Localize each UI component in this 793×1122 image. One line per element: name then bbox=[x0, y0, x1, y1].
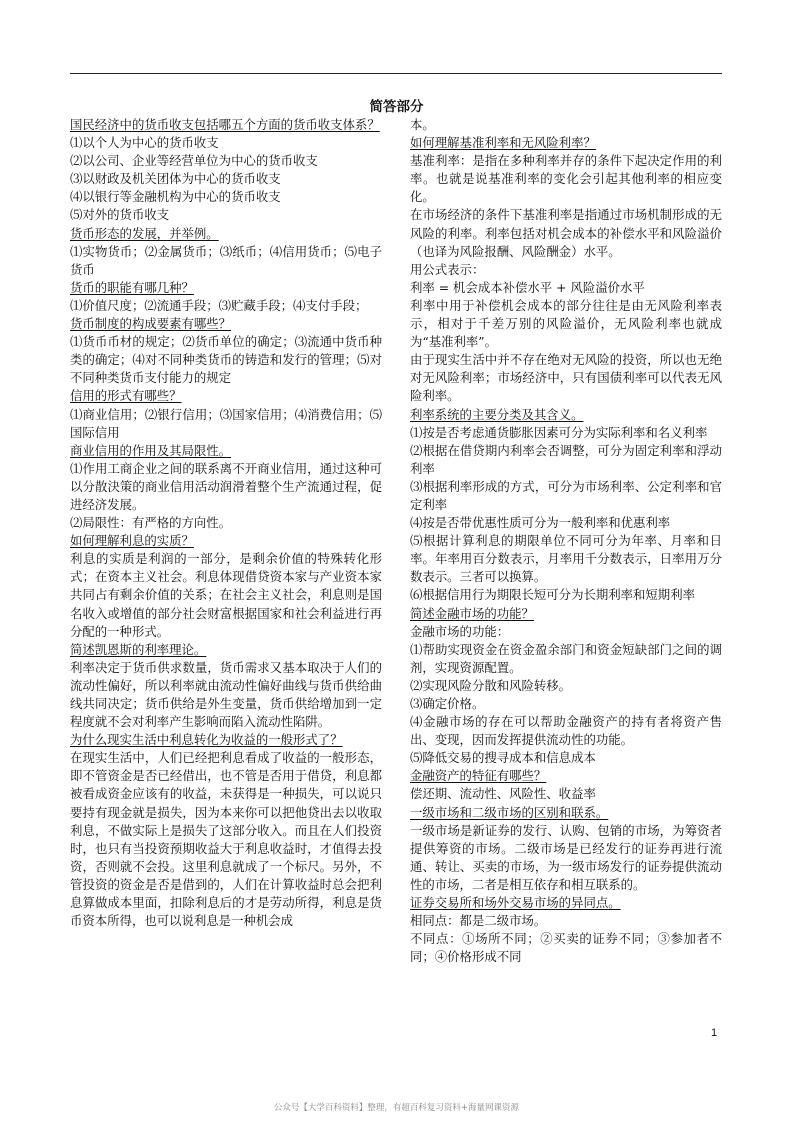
answer-text: ⑵根据在借贷期内利率会否调整，可分为固定利率和浮动利率 bbox=[410, 442, 722, 476]
answer-text: 由于现实生活中并不存在绝对无风险的投资，所以也无绝对无风险利率；市场经济中，只有国债利率可以代表无风险利率。 bbox=[410, 352, 722, 404]
footer-note: 公众号【大学百科资料】整理，有超百科复习资料+海量网课资源 bbox=[273, 1103, 520, 1113]
answer-text: ⑴货币币材的规定；⑵货币单位的确定；⑶流通中货币种类的确定；⑷对不同种类货币的铸造和发行的管理；⑸对不同种类货币支付能力的规定 bbox=[70, 334, 382, 386]
answer-text: ⑷以银行等金融机构为中心的货币收支 bbox=[70, 189, 281, 205]
answer-text: 在市场经济的条件下基准利率是指通过市场机制形成的无风险的利率。利率包括对机会成本的补偿水平和风险溢价（也译为风险报酬、风险酬金）水平。 bbox=[410, 207, 722, 259]
answer-text: ⑴按是否考虑通货膨胀因素可分为实际利率和名义利率 bbox=[410, 424, 708, 440]
answer-text: ⑸降低交易的搜寻成本和信息成本 bbox=[410, 750, 596, 766]
answer-text: 不同点：①场所不同；②买卖的证券不同；③参加者不同；④价格形成不同 bbox=[410, 931, 722, 965]
question-heading: 国民经济中的货币收支包括哪五个方面的货币收支体系？ bbox=[70, 117, 380, 132]
answer-text: 在现实生活中，人们已经把利息看成了收益的一般形态，即不管资金是否已经借出，也不管是否用于借贷，利息都被看成资金应该有的收益，未获得是一种损失，可以说只要持有现金就是损失，因为本来你可以把他贷出去以收取利息，不做实际上是损失了这部分收入。而且在人们投资时，也只有当投资预期收益大于利息收益时，才值得去投资，否则就不会投。这里利息就成了一个标尺。另外，不管投资的资金是否是借到的，人们在计算收益时总会把利息算做成本里面，扣除利息后的才是劳动所得，利息是货币资本所得，也可以说利息是一种机会成 bbox=[70, 750, 382, 929]
answer-text: 用公式表示： bbox=[410, 261, 485, 277]
answer-text: 基准利率：是指在多种利率并存的条件下起决定作用的利率。也就是说基准利率的变化会引起其他利率的相应变化。 bbox=[410, 153, 722, 205]
answer-text: 相同点：都是二级市场。 bbox=[410, 913, 547, 929]
question-heading: 如何理解基准利率和无风险利率？ bbox=[410, 135, 596, 151]
question-heading: 金融资产的特征有哪些？ bbox=[410, 768, 547, 784]
question-heading: 证券交易所和场外交易市场的异同点。 bbox=[410, 895, 621, 911]
answer-text: 一级市场是新证券的发行、认购、包销的市场，为筹资者提供筹资的市场。二级市场是已经发行的证券再进行流通、转让、买卖的市场，为一级市场发行的证券提供流动性的市场，二者是相互依存和相互联系的。 bbox=[410, 822, 722, 892]
question-heading: 信用的形式有哪些？ bbox=[70, 388, 182, 404]
answer-text: ⑶以财政及机关团体为中心的货币收支 bbox=[70, 171, 281, 187]
page-number: 1 bbox=[711, 1027, 718, 1039]
answer-text: 偿还期、流动性、风险性、收益率 bbox=[410, 786, 596, 802]
answer-text: ⑸对外的货币收支 bbox=[70, 207, 170, 223]
question-heading: 货币形态的发展，并举例。 bbox=[70, 225, 219, 241]
answer-text: ⑴作用工商企业之间的联系离不开商业信用，通过这种可以分散決策的商业信用活动润滑着整个生产流通过程，促进经济发展。 bbox=[70, 460, 382, 512]
answer-text: ⑷金融市场的存在可以帮助金融资产的持有者将资产售出、变现，因而发挥提供流动性的功能。 bbox=[410, 714, 722, 748]
answer-text: ⑶确定价格。 bbox=[410, 696, 485, 711]
answer-text: ⑸根据计算利息的期限单位不同可分为年率、月率和日率。年率用百分数表示，月率用千分数表示，日率用万分数表示。三者可以换算。 bbox=[410, 533, 722, 585]
answer-text: ⑴价值尺度；⑵流通手段；⑶贮藏手段；⑷支付手段； bbox=[70, 297, 368, 313]
answer-text: ⑴帮助实现资金在资金盈余部门和资金短缺部门之间的调剂，实现资源配置。 bbox=[410, 641, 722, 675]
answer-text: ⑶根据利率形成的方式，可分为市场利率、公定利率和官定利率 bbox=[410, 478, 722, 512]
page-title: 简答部分 bbox=[369, 99, 424, 115]
answer-text: 本。 bbox=[410, 117, 435, 132]
answer-text: ⑴以个人为中心的货币收支 bbox=[70, 135, 219, 151]
header-rule bbox=[70, 73, 722, 74]
question-heading: 商业信用的作用及其局限性。 bbox=[70, 442, 232, 458]
answer-text: 利率 = 机会成本补偿水平 + 风险溢价水平 bbox=[410, 279, 645, 295]
question-heading: 为什么现实生活中利息转化为收益的一般形式了？ bbox=[70, 732, 343, 748]
answer-text: ⑵局限性：有严格的方向性。 bbox=[70, 515, 232, 531]
answer-text: ⑵以公司、企业等经营单位为中心的货币收支 bbox=[70, 153, 318, 169]
question-heading: 如何理解利息的实质？ bbox=[70, 533, 194, 549]
answer-text: ⑵实现风险分散和风险转移。 bbox=[410, 677, 572, 693]
answer-text: 利息的实质是利润的一部分，是剩余价值的特殊转化形式；在资本主义社会。利息体现借贷资本家与产业资本家共同占有剩余价值的关系；在社会主义社会，利息则是国名收入或增值的部分社会财富根据国家和社会利益进行再分配的一种形式。 bbox=[70, 551, 382, 639]
answer-text: 利率决定于货币供求数量，货币需求又基本取决于人们的流动性偏好，所以利率就由流动性偏好曲线与货币供给曲线共同决定；货币供给是外生变量，货币供给增加到一定程度就不会对利率产生影响而陷入流动性陷阱。 bbox=[70, 659, 382, 730]
answer-text: ⑷按是否带优惠性质可分为一般利率和优惠利率 bbox=[410, 515, 671, 531]
question-heading: 简述凯恩斯的利率理论。 bbox=[70, 641, 207, 657]
question-heading: 货币的职能有哪几种？ bbox=[70, 279, 194, 295]
answer-text: ⑴商业信用；⑵银行信用；⑶国家信用；⑷消费信用；⑸国际信用 bbox=[70, 406, 382, 440]
question-heading: 利率系统的主要分类及其含义。 bbox=[410, 406, 584, 422]
right-column bbox=[410, 116, 722, 966]
answer-text: 利率中用于补偿机会成本的部分往往是由无风险利率表示，相对于千差万别的风险溢价，无风险利率也就成为“基准利率”。 bbox=[410, 297, 722, 350]
question-heading: 简述金融市场的功能？ bbox=[410, 605, 534, 621]
answer-text: ⑴实物货币；⑵金属货币；⑶纸币；⑷信用货币；⑸电子货币 bbox=[70, 243, 382, 277]
answer-text: ⑹根据信用行为期限长短可分为长期利率和短期利率 bbox=[410, 587, 695, 603]
question-heading: 一级市场和二级市场的区别和联系。 bbox=[410, 804, 609, 820]
question-heading: 货币制度的构成要素有哪些？ bbox=[70, 316, 232, 332]
left-column bbox=[70, 116, 382, 930]
answer-text: 金融市场的功能： bbox=[410, 623, 510, 639]
